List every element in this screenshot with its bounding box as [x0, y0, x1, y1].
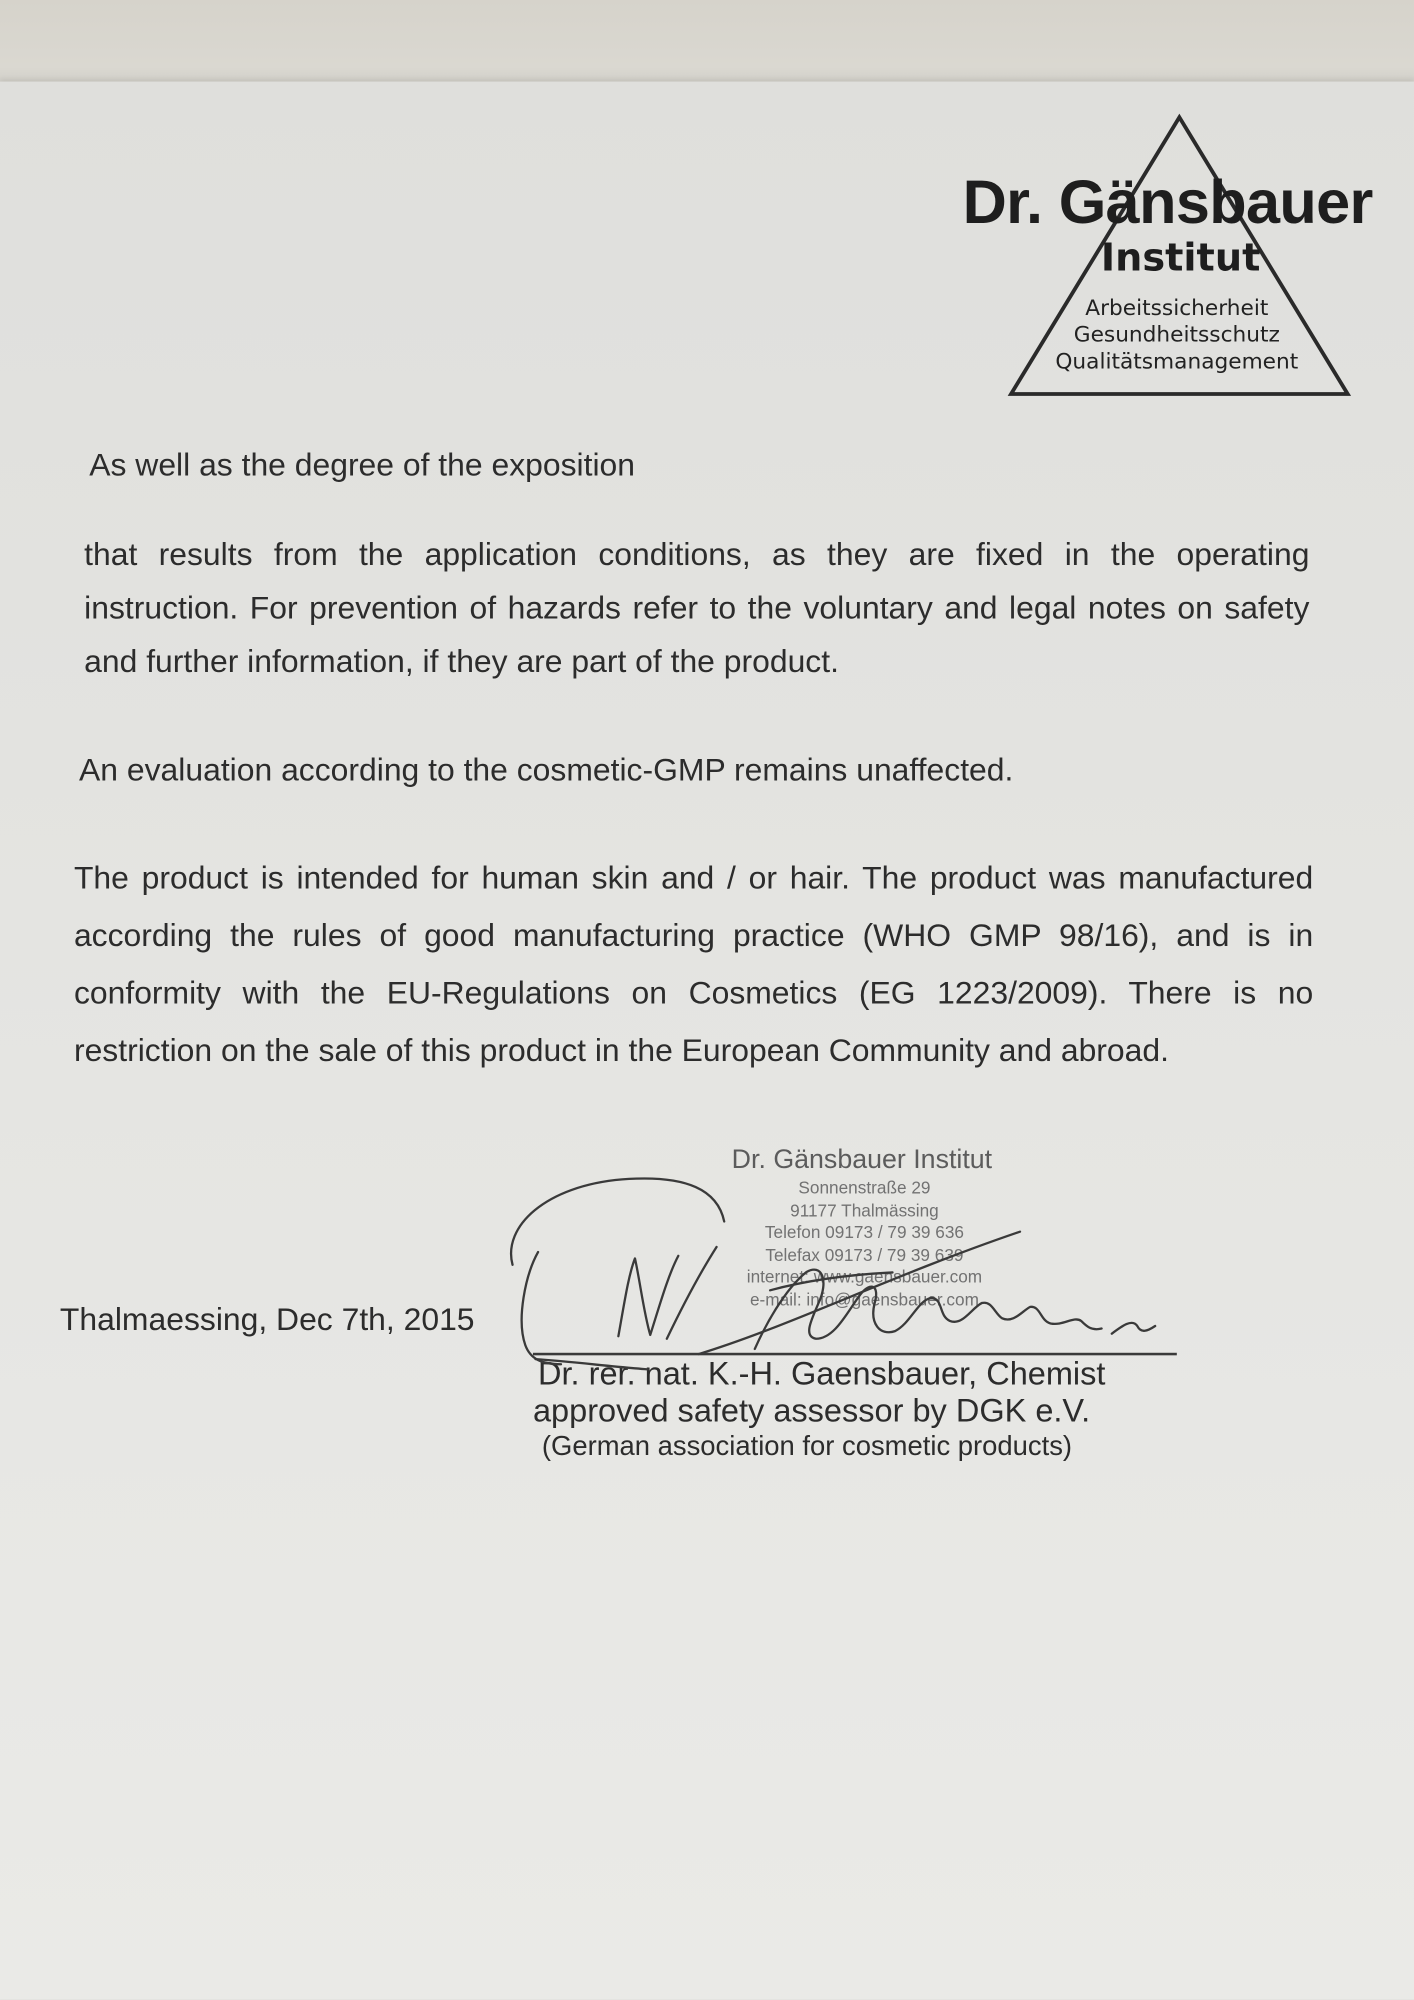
paragraph-line: and further information, if they are part of the product. [84, 643, 839, 680]
paragraph-line: restriction on the sale of this product in the European Community and abroad. [73, 1032, 1169, 1069]
place-date: Thalmaessing, Dec 7th, 2015 [59, 1301, 475, 1338]
stamp-website: internet: www.gaensbauer.com [746, 1267, 983, 1287]
background-surface [0, 0, 1414, 84]
stamp-title: Dr. Gänsbauer Institut [731, 1144, 993, 1175]
paragraph-line: instruction. For prevention of hazards refer to the voluntary and legal notes on safety [84, 590, 1310, 627]
stamp-email: e-mail: info@gaensbauer.com [749, 1289, 979, 1309]
gmp-note-paragraph: An evaluation according to the cosmetic-GMP remains unaffected. [79, 752, 1014, 788]
logo-institute: Institut [1100, 235, 1261, 281]
signatory-name: Dr. rer. nat. K.-H. Gaensbauer, Chemist [538, 1356, 1106, 1393]
logo-name: Dr. Gänsbauer [962, 169, 1373, 238]
signature-line [533, 1353, 1177, 1355]
paragraph-line: conformity with the EU-Regulations on Cosmetics (EG 1223/2009). There is no [73, 975, 1314, 1012]
intro-paragraph: As well as the degree of the exposition [89, 447, 636, 484]
logo-tagline-quality: Qualitätsmanagement [1055, 348, 1299, 375]
stamp-phone: Telefon 09173 / 79 39 636 [764, 1222, 964, 1242]
conformity-paragraph [74, 850, 1313, 1079]
logo-tagline-safety: Arbeitssicherheit [1085, 295, 1269, 321]
signatory-note: (German association for cosmetic products) [541, 1430, 1073, 1462]
stamp-fax: Telefax 09173 / 79 39 639 [765, 1245, 964, 1265]
stamp-street: Sonnenstraße 29 [798, 1178, 931, 1198]
paragraph-line: The product is intended for human skin and / or hair. The product was manufactured [73, 860, 1314, 897]
exposition-paragraph [84, 528, 1309, 689]
paragraph-line: that results from the application conditions, as they are fixed in the operating [84, 536, 1310, 573]
stamp-address-block [737, 1177, 992, 1311]
paragraph-line: according the rules of good manufacturing practice (WHO GMP 98/16), and is in [73, 918, 1314, 954]
stamp-city: 91177 Thalmässing [790, 1200, 939, 1220]
signatory-role: approved safety assessor by DGK e.V. [532, 1393, 1091, 1430]
logo-tagline-health: Gesundheitsschutz [1073, 321, 1280, 348]
